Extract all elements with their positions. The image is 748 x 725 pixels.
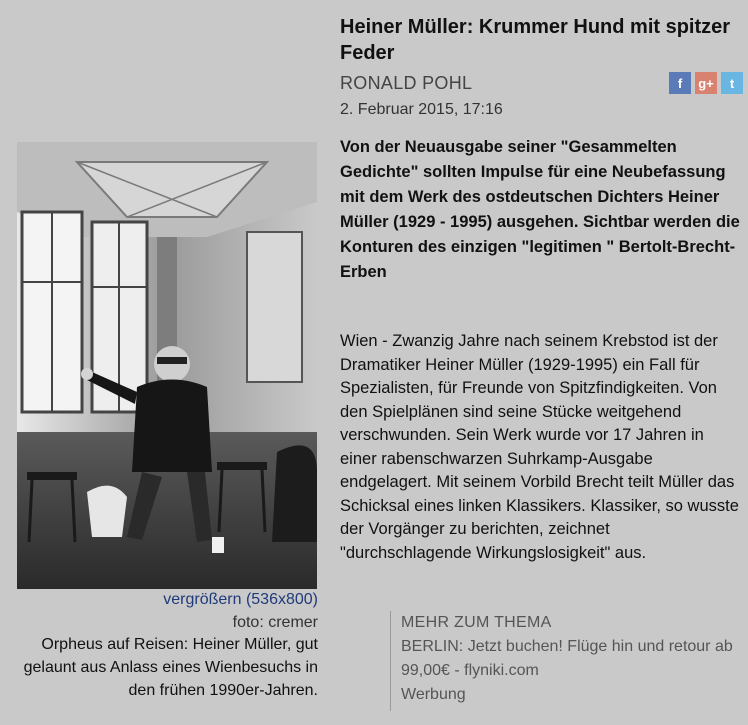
photo-caption: Orpheus auf Reisen: Heiner Müller, gut gelaunt aus Anlass eines Wienbesuchs in den frühen 1990er-Jahren.	[23, 636, 318, 699]
enlarge-image-link[interactable]: vergrößern (536x800)	[163, 591, 318, 608]
article-date: 2. Februar 2015, 17:16	[340, 101, 503, 118]
facebook-icon[interactable]: f	[669, 72, 691, 94]
ad-label: Werbung	[401, 686, 466, 703]
article-lead: Von der Neuausgabe seiner "Gesammelten Gedichte" sollten Impulse für eine Neubefassung mit dem Werk des ostdeutschen Dichters Heiner Müller (1929 - 1995) ausgehen. Sichtbar werden die Konturen des einzigen "legitimen " Bertolt-Brecht-Erben	[340, 138, 740, 281]
ad-link[interactable]: BERLIN: Jetzt buchen! Flüge hin und retour ab 99,00€ - flyniki.com	[401, 638, 733, 679]
article-photo[interactable]	[17, 142, 317, 589]
related-heading: MEHR ZUM THEMA	[401, 614, 552, 631]
social-share-bar	[669, 72, 743, 94]
related-box	[390, 611, 746, 711]
image-column	[0, 0, 330, 725]
googleplus-icon[interactable]: g+	[695, 72, 717, 94]
article-title: Heiner Müller: Krummer Hund mit spitzer Feder	[340, 16, 731, 64]
article-author[interactable]: RONALD POHL	[340, 73, 473, 93]
article-body: Wien - Zwanzig Jahre nach seinem Krebstod ist der Dramatiker Heiner Müller (1929-1995) ein Fall für Spezialisten, für Freunde von Spitzfindigkeiten. Von den Spielplänen sind seine Stücke weitgehend verschwunden. Sein Werk wurde vor 17 Jahren in einer rabenschwarzen Suhrkamp-Ausgabe endgelagert. Mit seinem Vorbild Brecht teilt Müller das Schicksal eines linken Klassikers. Klassiker, so wusste der Vorgänger zu berichten, zeichnet "durchschlagende Wirkungslosigkeit" aus.	[340, 332, 739, 562]
photo-illustration	[17, 142, 317, 589]
twitter-icon[interactable]: t	[721, 72, 743, 94]
photo-credit: foto: cremer	[232, 614, 318, 631]
